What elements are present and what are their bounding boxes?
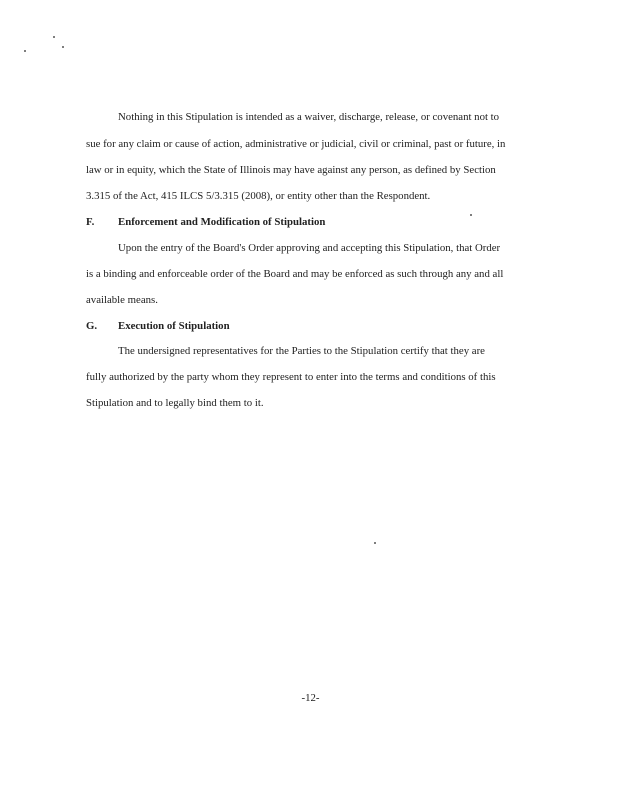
section-g-line-1: The undersigned representatives for the Parties to the Stipulation certify that they are (118, 345, 485, 357)
section-f-letter: F. (86, 216, 95, 228)
paragraph-1-line-3: law or in equity, which the State of Illinois may have against any person, as defined by Section (86, 164, 496, 176)
section-f-line-2: is a binding and enforceable order of the Board and may be enforced as such through any and all (86, 268, 504, 280)
section-g-title: Execution of Stipulation (118, 320, 230, 332)
scan-speck (62, 46, 64, 48)
section-f-line-1: Upon the entry of the Board's Order approving and accepting this Stipulation, that Order (118, 242, 501, 254)
section-g-line-2: fully authorized by the party whom they represent to enter into the terms and conditions of this (86, 371, 496, 383)
section-g-heading (86, 319, 230, 333)
section-f-heading (86, 215, 325, 229)
page-number: -12- (301, 692, 320, 704)
scan-speck (53, 36, 55, 38)
section-g-letter: G. (86, 320, 98, 332)
scan-speck (470, 214, 472, 216)
section-f-line-3: available means. (86, 294, 158, 306)
section-g-line-3: Stipulation and to legally bind them to it. (86, 397, 264, 409)
paragraph-1-line-4: 3.315 of the Act, 415 ILCS 5/3.315 (2008), or entity other than the Respondent. (86, 190, 431, 202)
scan-speck (374, 542, 376, 544)
scan-speck (24, 50, 26, 52)
section-f-title: Enforcement and Modification of Stipulation (118, 216, 326, 228)
paragraph-1-line-1: Nothing in this Stipulation is intended as a waiver, discharge, release, or covenant not to (118, 111, 500, 123)
paragraph-1-line-2: sue for any claim or cause of action, administrative or judicial, civil or criminal, past or future, in (86, 138, 506, 150)
